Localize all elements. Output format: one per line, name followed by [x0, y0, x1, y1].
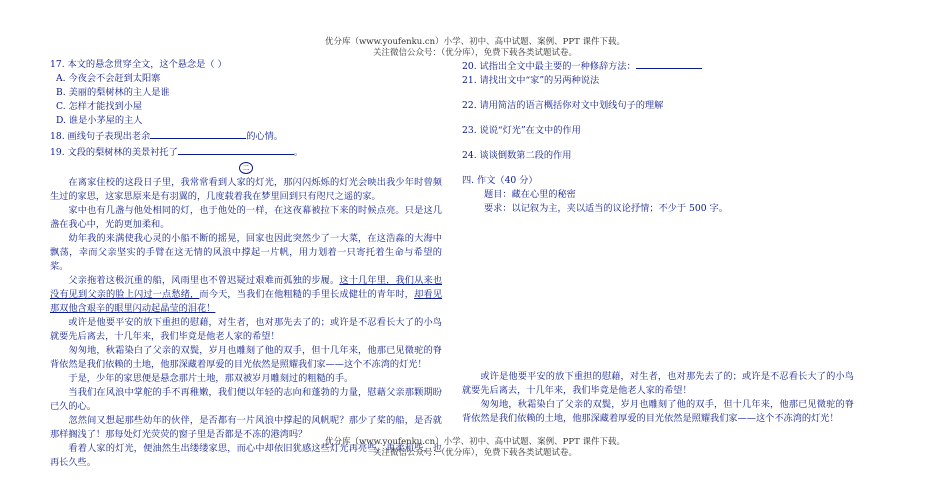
repeat-paragraph-2: 匆匆地，秋霜染白了父亲的双鬓，岁月也雕刻了他的双手，但十几年来，他那已见微驼的脊背依然是我们依赖的土地，他那深藏着厚爱的目光依然是照耀我们家——这个不冻湾的灯光！: [462, 399, 854, 424]
q17-option-d: D. 谁是小茅屋的主人: [56, 115, 143, 126]
right-column: [462, 58, 854, 216]
composition-requirement: 要求：以记叙为主，夹以适当的议论抒情；不少于 500 字。: [484, 203, 728, 214]
footer-line-1: 优分库（www.youfenku.cn）小学、初中、高中试题、案例、PPT 课件下载。: [325, 437, 625, 447]
question-19: [50, 144, 442, 160]
composition-title: 四. 作文（40 分）: [462, 175, 538, 186]
paragraph-4-text: 父亲拖着这极沉重的船，风雨里也不曾迟疑过艰难而孤独的步履。: [68, 275, 340, 286]
right-repeat-block: [462, 370, 854, 426]
paragraph-2: 家中也有几盏与他处相同的灯，也于他处的一样，在这夜幕被拉下来的时候点亮。只是这几盏在我心中，光韵更加柔和。: [50, 205, 442, 230]
question-21: 21. 请找出文中“家”的另两种说法: [462, 75, 600, 86]
paragraph-1: 在离家住校的这段日子里，我常常看到人家的灯光，那闪闪烁烁的灯光会映出我少年时曾频生过的家思，这家思原来是有羽翼的，几度载着我在梦里回到只有咫尺之遥的家。: [50, 177, 442, 202]
q20-blank: [636, 58, 702, 69]
header-line-1: 优分库（www.youfenku.cn）小学、初中、高中试题、案例、PPT 课件下载。: [325, 37, 625, 47]
paragraph-4-mid: 而今天，当我们在他粗糙的手里长成健壮的青年时，: [199, 289, 415, 300]
paragraph-7: 于是，少年的家思便是悬念那片土地，那双被岁月雕刻过的粗糙的手。: [68, 373, 354, 384]
paragraph-4: [50, 274, 442, 316]
q18-blank: [150, 128, 246, 139]
question-24: 24. 谈谈倒数第二段的作用: [462, 150, 572, 161]
question-22: 22. 请用简洁的语言概括你对文中划线句子的理解: [462, 100, 664, 111]
paragraph-3: 幼年我的来满使我心灵的小船不断的摇晃，回家也因此突然少了一大菜，在这浩淼的大海中飘荡，幸而父亲坚实的手臂在这无情的风浪中撑起一片帆，用力划着一只寄托着生命与希望的桨。: [50, 233, 442, 272]
underlined-sentence-1: 这十几年里，我们从来也没有见到父亲的脸上闪过一点愁绪，: [50, 275, 443, 300]
composition-topic: 题目：藏在心里的秘密: [484, 189, 576, 200]
left-column: [50, 58, 442, 470]
page-header: [0, 37, 950, 59]
paragraph-9: 忽然间又想起那些幼年的伙伴，是否都有一片风浪中撑起的风帆呢？那少了桨的船，是否就那样搁浅了！那每处灯光荧荧的窗子里是否都是不冻的港湾吗？: [50, 415, 442, 440]
q17-option-a: A. 今夜会不会赶到太阳寨: [56, 73, 161, 84]
paragraph-10: 看着人家的灯光，便油然生出缕缕家思，而心中却依旧犹感这些灯光再亮些，再柔和些，也再长久些。: [50, 443, 442, 468]
question-17: 17. 本文的悬念贯穿全文，这个悬念是（ ）: [50, 59, 227, 70]
q17-option-b: B. 美丽的梨树林的主人是谁: [56, 87, 170, 98]
q20-text: 20. 试指出全文中最主要的一种修辞方法：: [462, 61, 636, 72]
page-footer: [0, 437, 950, 459]
q19-tail: 。: [293, 147, 303, 158]
question-18: [50, 128, 442, 144]
paragraph-6: 匆匆地，秋霜染白了父亲的双鬓，岁月也雕刻了他的双手，但十几年来，他那已见微驼的脊背依然是我们依赖的土地，他那深藏着厚爱的目光依然是照耀我们家——这个不冻湾的灯光！: [50, 345, 442, 370]
q17-option-c: C. 怎样才能找到小屋: [56, 101, 143, 112]
section-two: 二: [239, 162, 253, 174]
q18-text: 18. 画线句子表现出老余: [50, 131, 151, 142]
q19-blank: [178, 144, 294, 155]
repeat-paragraph-1: 或许是他要平安的放下重担的慰藉，对生者，也对那先去了的；或许是不忍看长大了的小鸟就要先后离去，十几年来，我们毕竟是他老人家的希望！: [462, 371, 854, 396]
q19-text: 19. 文段的梨树林的美景衬托了: [50, 147, 178, 158]
q18-tail: 的心情。: [246, 131, 283, 142]
section-mark: [50, 161, 442, 175]
footer-line-2: 关注微信公众号：（优分库），免费下载各类试题试卷。: [372, 448, 577, 458]
header-line-2: 关注微信公众号：（优分库），免费下载各类试题试卷。: [372, 48, 577, 58]
question-20: [462, 58, 854, 74]
underlined-sentence-2: 却看见那双他含艰辛的眼里闪动起晶莹的泪花！: [50, 289, 443, 314]
paragraph-5: 或许是他要平安的放下重担的慰藉，对生者，也对那先去了的；或许是不忍看长大了的小鸟就要先后离去，十几年来，我们毕竟是他老人家的希望！: [50, 317, 442, 342]
question-23: 23. 说说“灯光”在文中的作用: [462, 125, 581, 136]
paragraph-8: 当我们在风浪中掌舵的手不再稚嫩，我们便以年轻的志向和蓬勃的力量，慰藉父亲那颗期盼已久的心。: [50, 387, 442, 412]
